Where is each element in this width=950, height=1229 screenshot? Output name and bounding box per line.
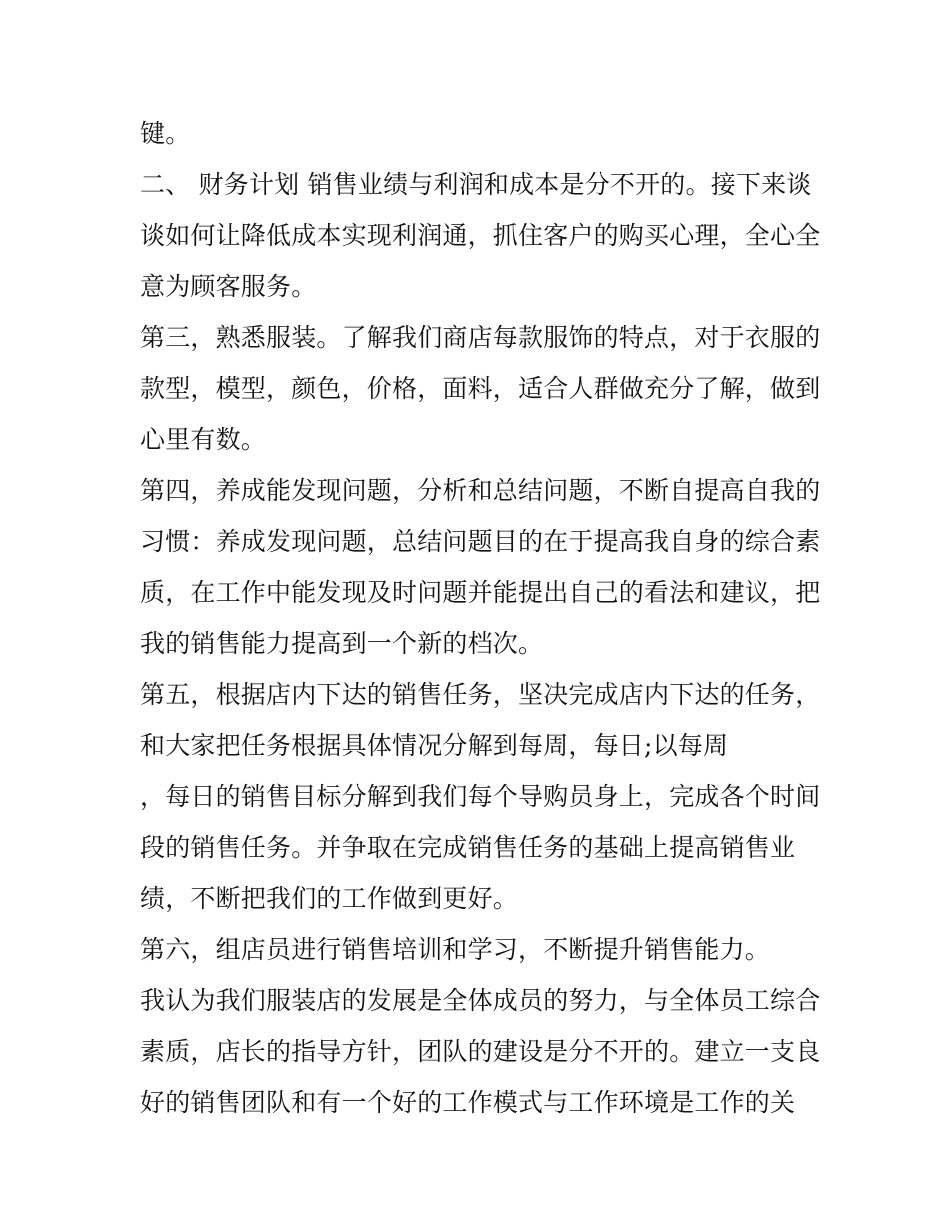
text-line: 我的销售能力提高到一个新的档次。 bbox=[140, 629, 544, 658]
text-line: 第三，熟悉服装。了解我们商店每款服饰的特点，对于衣服的 bbox=[140, 323, 821, 352]
text-line: 段的销售任务。并争取在完成销售任务的基础上提高销售业 bbox=[140, 833, 796, 862]
text-line: 习惯：养成发现问题，总结问题目的在于提高我自身的综合素 bbox=[140, 527, 821, 556]
text-line: 绩，不断把我们的工作做到更好。 bbox=[140, 884, 519, 913]
text-line: 谈如何让降低成本实现利润通，抓住客户的购买心理，全心全 bbox=[140, 221, 821, 250]
text-line: 款型，模型，颜色，价格，面料，适合人群做充分了解，做到 bbox=[140, 374, 821, 403]
text-line: 二、 财务计划 销售业绩与利润和成本是分不开的。接下来谈 bbox=[140, 170, 812, 199]
text-line: 第五，根据店内下达的销售任务，坚决完成店内下达的任务， bbox=[140, 680, 821, 709]
text-line: 第四，养成能发现问题，分析和总结问题，不断自提高自我的 bbox=[140, 476, 821, 505]
text-line: 好的销售团队和有一个好的工作模式与工作环境是工作的关 bbox=[140, 1088, 796, 1117]
text-line: 和大家把任务根据具体情况分解到每周，每日;以每周 bbox=[140, 731, 729, 760]
text-line: 第六，组店员进行销售培训和学习，不断提升销售能力。 bbox=[140, 935, 771, 964]
document-body bbox=[140, 108, 820, 1128]
text-line: 心里有数。 bbox=[140, 425, 267, 454]
text-line: 质，在工作中能发现及时问题并能提出自己的看法和建议，把 bbox=[140, 578, 821, 607]
text-line: ，每日的销售目标分解到我们每个导购员身上，完成各个时间 bbox=[140, 782, 821, 811]
text-line: 素质，店长的指导方针，团队的建设是分不开的。建立一支良 bbox=[140, 1037, 821, 1066]
text-line: 键。 bbox=[140, 119, 191, 148]
text-line: 我认为我们服装店的发展是全体成员的努力，与全体员工综合 bbox=[140, 986, 821, 1015]
text-line: 意为顾客服务。 bbox=[140, 272, 317, 301]
